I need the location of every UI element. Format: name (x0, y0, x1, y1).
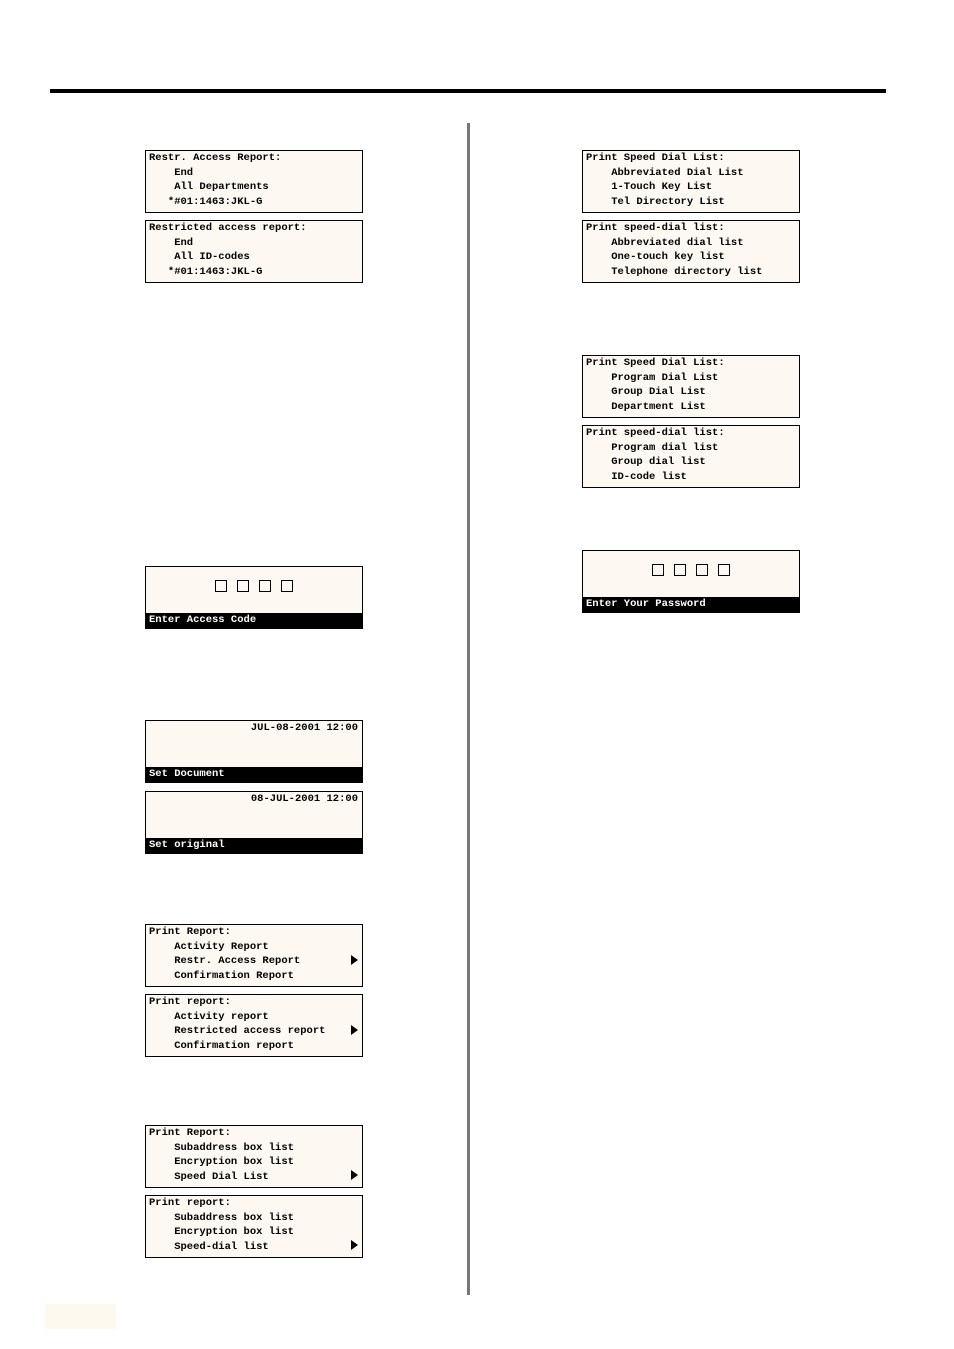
lcd-line: Encryption box list (149, 1226, 294, 1238)
lcd-line: Subaddress box list (149, 1141, 294, 1154)
lcd-set-document (145, 720, 363, 783)
lcd-line: Subaddress box list (149, 1211, 294, 1224)
lcd-line: Print report: (149, 996, 231, 1008)
lcd-line: Speed Dial List (149, 1170, 269, 1183)
cursor-arrow-icon (351, 955, 358, 965)
lcd-restricted-access-report (145, 220, 363, 283)
top-rule (50, 89, 886, 93)
lcd-line: Speed-dial list (149, 1240, 269, 1253)
lcd-line: Confirmation report (149, 1039, 294, 1052)
lcd-line: Print Speed Dial List: (586, 152, 725, 164)
page-corner-tab (45, 1304, 116, 1329)
lcd-status-bar: Enter Your Password (583, 597, 799, 612)
lcd-line: Print Report: (149, 926, 231, 938)
lcd-print-report-menu-2 (145, 1125, 363, 1188)
lcd-speed-dial-list-1-alt (582, 220, 800, 283)
lcd-line: All ID-codes (149, 251, 250, 263)
lcd-line: Restricted access report: (149, 222, 307, 234)
code-digit-box (281, 580, 293, 592)
lcd-line: Department List (586, 400, 706, 413)
lcd-status-bar: Set Document (146, 767, 362, 782)
lcd-speed-dial-list-1 (582, 150, 800, 213)
lcd-enter-password (582, 550, 800, 613)
password-digit-box (696, 564, 708, 576)
lcd-line: Restr. Access Report (149, 955, 301, 967)
lcd-line: Print Speed Dial List: (586, 357, 725, 369)
password-digit-box (674, 564, 686, 576)
lcd-line: Program Dial List (586, 371, 719, 384)
lcd-set-original (145, 791, 363, 854)
column-divider (467, 123, 470, 1295)
lcd-line: *#01:1463:JKL-G (149, 195, 263, 208)
lcd-line: One-touch key list (586, 251, 725, 263)
lcd-line: Telephone directory list (586, 265, 763, 278)
lcd-line: 1-Touch Key List (586, 181, 713, 193)
lcd-line: Print report: (149, 1197, 231, 1209)
lcd-date-time: 08-JUL-2001 12:00 (250, 793, 358, 805)
lcd-line: Restr. Access Report: (149, 152, 282, 164)
lcd-line: End (149, 236, 194, 249)
lcd-line: ID-code list (586, 470, 687, 483)
lcd-line: *#01:1463:JKL-G (149, 265, 263, 278)
code-digit-box (259, 580, 271, 592)
lcd-line: Group Dial List (586, 386, 706, 398)
code-digit-box (237, 580, 249, 592)
lcd-line: All Departments (149, 181, 269, 193)
cursor-arrow-icon (351, 1240, 358, 1250)
lcd-line: Activity Report (149, 940, 269, 953)
lcd-speed-dial-list-2-alt (582, 425, 800, 488)
lcd-date-time: JUL-08-2001 12:00 (250, 722, 358, 734)
lcd-line: Print speed-dial list: (586, 222, 725, 234)
lcd-print-report-menu-1-alt (145, 994, 363, 1057)
lcd-line: Abbreviated Dial List (586, 166, 744, 179)
lcd-enter-access-code (145, 566, 363, 629)
lcd-speed-dial-list-2 (582, 355, 800, 418)
lcd-status-bar: Enter Access Code (146, 613, 362, 628)
password-entry-boxes (583, 564, 799, 576)
password-digit-box (652, 564, 664, 576)
lcd-status-bar: Set original (146, 838, 362, 853)
lcd-line: End (149, 166, 194, 179)
lcd-restr-access-report (145, 150, 363, 213)
lcd-line: Print Report: (149, 1127, 231, 1139)
lcd-line: Print speed-dial list: (586, 427, 725, 439)
code-digit-box (215, 580, 227, 592)
cursor-arrow-icon (351, 1025, 358, 1035)
lcd-line: Restricted access report (149, 1025, 326, 1037)
lcd-line: Abbreviated dial list (586, 236, 744, 249)
cursor-arrow-icon (351, 1170, 358, 1180)
lcd-line: Encryption box list (149, 1156, 294, 1168)
lcd-line: Tel Directory List (586, 195, 725, 208)
password-digit-box (718, 564, 730, 576)
lcd-line: Confirmation Report (149, 969, 294, 982)
lcd-print-report-menu-1 (145, 924, 363, 987)
lcd-print-report-menu-2-alt (145, 1195, 363, 1258)
lcd-line: Activity report (149, 1010, 269, 1023)
code-entry-boxes (146, 580, 362, 592)
lcd-line: Program dial list (586, 441, 719, 454)
lcd-line: Group dial list (586, 456, 706, 468)
